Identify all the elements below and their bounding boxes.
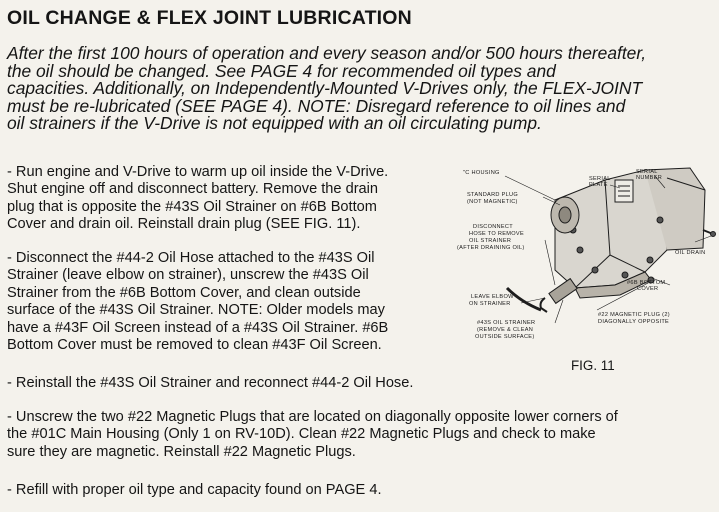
callout-serial-number: NUMBER	[636, 175, 663, 181]
callout-oil-drain: OIL DRAIN	[675, 250, 706, 256]
callout-magnetic-plug: #22 MAGNETIC PLUG (2)	[598, 312, 670, 318]
callout-oil-strainer: OUTSIDE SURFACE)	[475, 334, 535, 340]
step-line: - Refill with proper oil type and capacity found on PAGE 4.	[7, 482, 382, 498]
intro-line: must be re-lubricated (SEE PAGE 4). NOTE: Disregard reference to oil lines and	[7, 95, 626, 116]
callout-serial-plate: PLATE	[589, 182, 608, 188]
intro-line: oil strainers if the V-Drive is not equipped with an oil circulating pump.	[7, 113, 542, 133]
callout-disconnect-hose: HOSE TO REMOVE	[469, 231, 524, 237]
v-drive-illustration	[455, 160, 717, 350]
callout-oil-strainer: (REMOVE & CLEAN	[477, 327, 534, 333]
step-line: Strainer (leave elbow on strainer), unscrew the #43S Oil	[7, 267, 369, 284]
step-line: - Run engine and V-Drive to warm up oil inside the V-Drive.	[7, 164, 389, 180]
step-line: - Disconnect the #44-2 Oil Hose attached to the #43S Oil	[7, 250, 375, 266]
callout-disconnect-hose: DISCONNECT	[473, 224, 513, 230]
step-line: the #01C Main Housing (Only 1 on RV-10D). Clean #22 Magnetic Plugs and check to make	[7, 426, 596, 443]
step-line: Cover and drain oil. Reinstall drain plug (SEE FIG. 11).	[7, 216, 361, 233]
step-line: Strainer from the #6B Bottom Cover, and clean outside	[7, 284, 361, 301]
figure-caption: FIG. 11	[571, 358, 615, 373]
callout-serial-number: SERIAL	[636, 169, 658, 175]
step-warm-up-and-drain	[7, 164, 388, 234]
step-reinstall-strainer	[7, 375, 413, 392]
step-line: Bottom Cover must be removed to clean #43F Oil Screen.	[7, 337, 382, 354]
callout-standard-plug: STANDARD PLUG	[467, 192, 519, 198]
callout-magnetic-plug: DIAGONALLY OPPOSITE	[598, 319, 670, 325]
callout-oil-strainer: #43S OIL STRAINER	[477, 320, 536, 326]
step-line: Shut engine off and disconnect battery. Remove the drain	[7, 181, 379, 198]
step-line: sure they are magnetic. Reinstall #22 Magnetic Plugs.	[7, 443, 356, 460]
callout-standard-plug: (NOT MAGNETIC)	[467, 199, 518, 205]
callout-leave-elbow: LEAVE ELBOW	[471, 294, 514, 300]
section-title: OIL CHANGE & FLEX JOINT LUBRICATION	[7, 7, 412, 29]
callout-disconnect-hose: OIL STRAINER	[469, 238, 512, 244]
step-magnetic-plugs	[7, 409, 618, 461]
intro-line: capacities. Additionally, on Independently-Mounted V-Drives only, the FLEX-JOINT	[7, 78, 643, 98]
step-line: plug that is opposite the #43S Oil Strainer on #6B Bottom	[7, 198, 377, 215]
step-line: have a #43F Oil Screen instead of a #43S Oil Strainer. #6B	[7, 319, 389, 336]
v-drive-housing-drawing	[507, 168, 716, 312]
callout-disconnect-hose: (AFTER DRAINING OIL)	[457, 245, 525, 251]
callout-housing: "C HOUSING	[463, 170, 500, 176]
step-line: - Unscrew the two #22 Magnetic Plugs that are located on diagonally opposite lower corners of	[7, 409, 618, 425]
callout-leave-elbow: ON STRAINER	[469, 301, 511, 307]
callout-serial-plate: SERIAL	[589, 176, 611, 182]
intro-line: the oil should be changed. See PAGE 4 for recommended oil types and	[7, 60, 556, 81]
step-disconnect-hose	[7, 250, 388, 354]
callout-bottom-cover: #6B BOTTOM	[627, 280, 666, 286]
callout-bottom-cover: COVER	[637, 286, 659, 292]
step-line: surface of the #43S Oil Strainer. NOTE: Older models may	[7, 302, 385, 319]
step-line: - Reinstall the #43S Oil Strainer and reconnect #44-2 Oil Hose.	[7, 375, 414, 391]
intro-paragraph	[7, 45, 712, 133]
intro-line: After the first 100 hours of operation and every season and/or 500 hours thereafter,	[7, 43, 647, 63]
step-refill	[7, 482, 382, 499]
